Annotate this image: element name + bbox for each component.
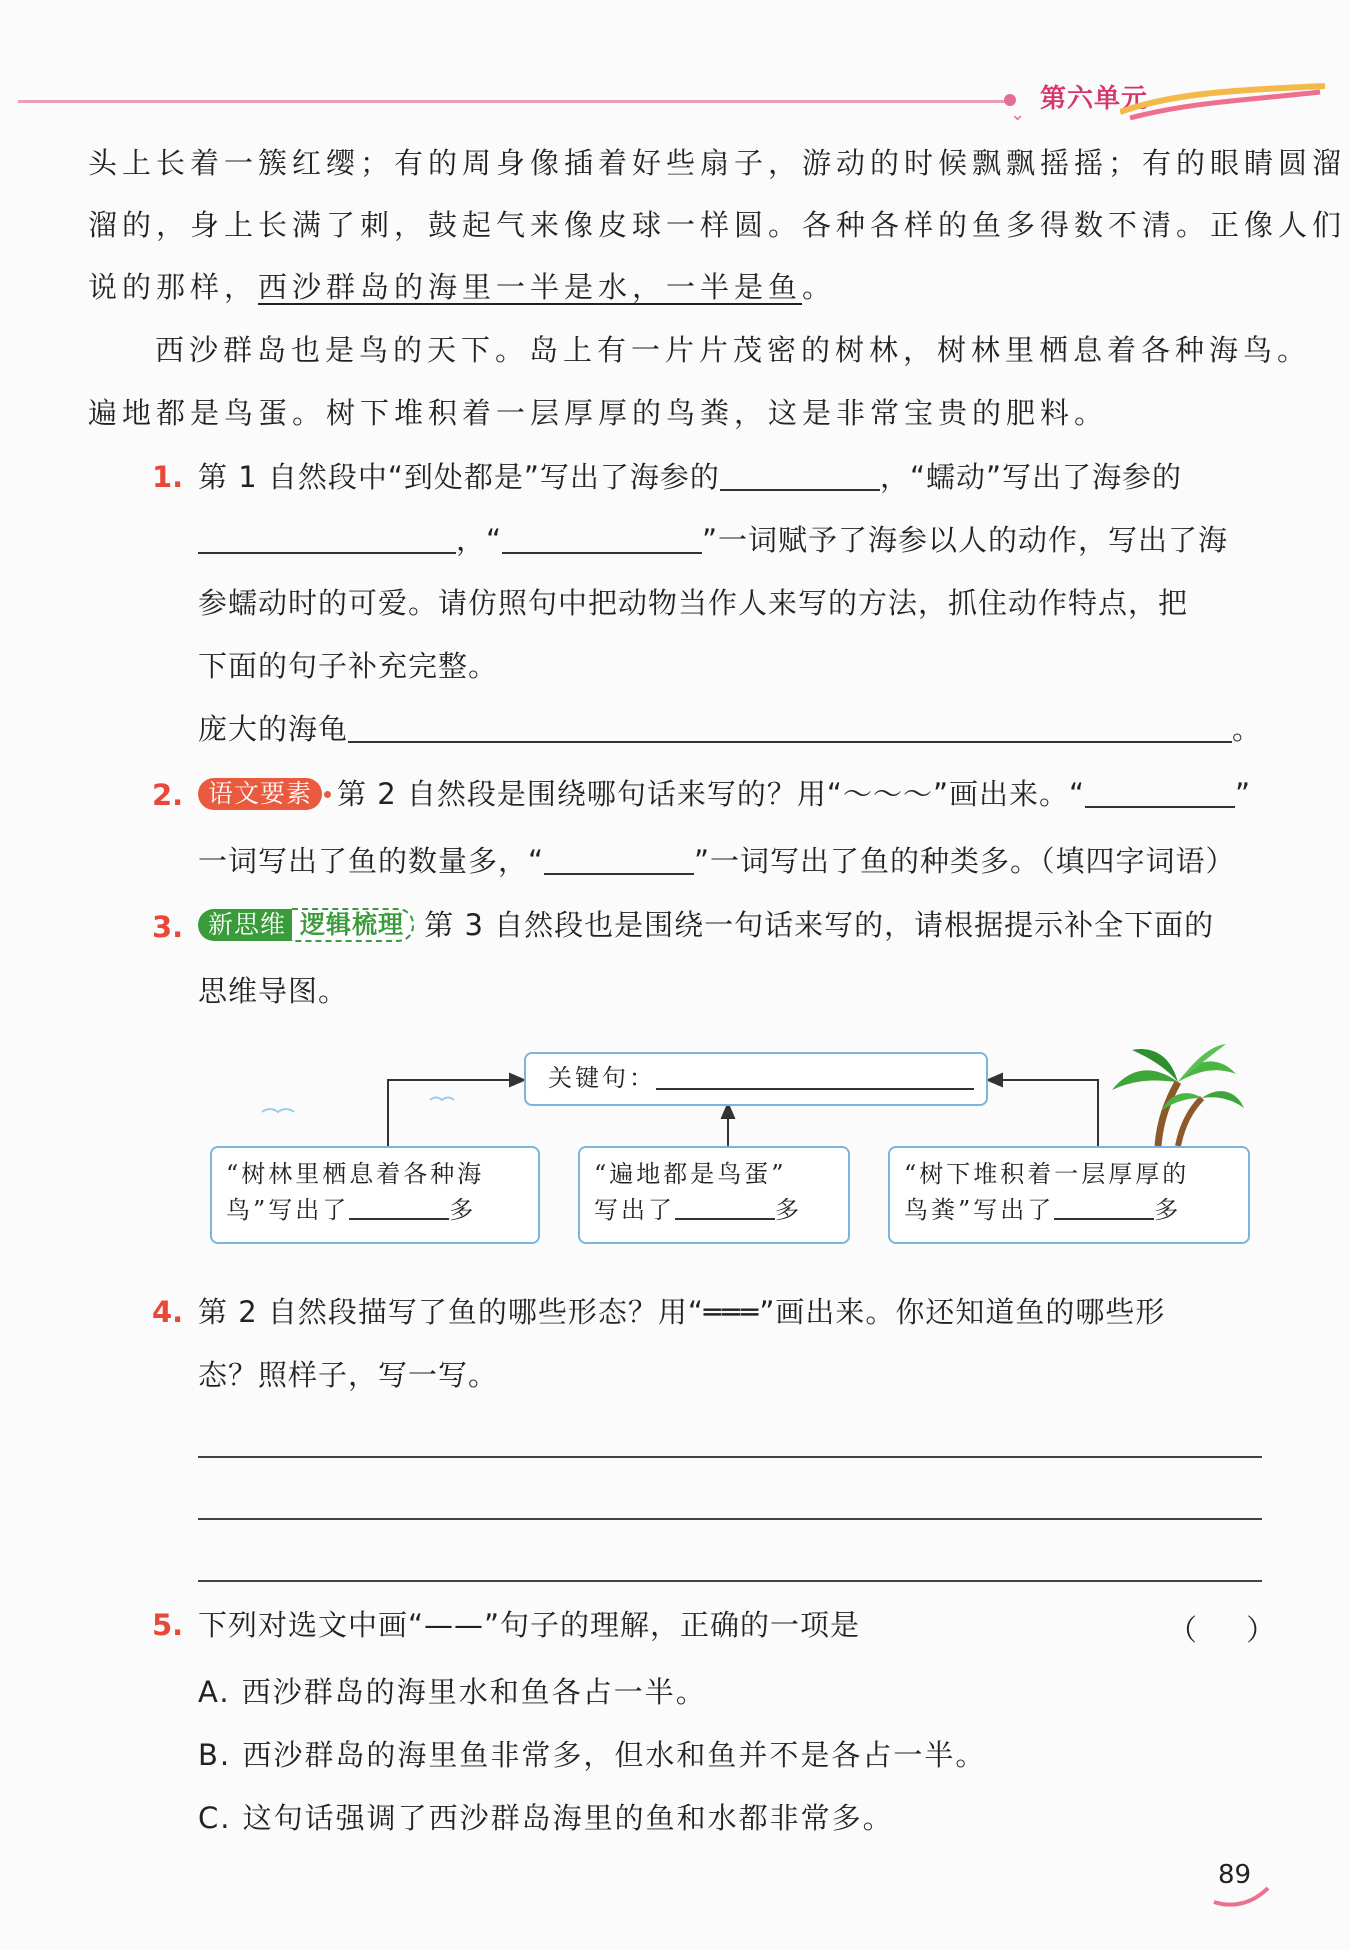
mind-map-box-1 — [210, 1146, 540, 1244]
box-text: 多 — [1154, 1196, 1182, 1224]
question-number: 1. — [152, 460, 184, 494]
q2-text: ”画出来。“ — [932, 777, 1086, 811]
mind-map-box-3 — [888, 1146, 1250, 1244]
box-text: 鸟”写出了 — [226, 1196, 350, 1224]
box-text-line — [904, 1192, 1234, 1228]
q4-line-2: 态？照样子，写一写。 — [198, 1358, 499, 1392]
q2-text: 第 2 自然段是围绕哪句话来写的？用“ — [337, 777, 843, 811]
passage-line-5: 遍地都是鸟蛋。树下堆积着一层厚厚的鸟粪，这是非常宝贵的肥料。 — [88, 396, 1109, 430]
passage-text: 。 — [802, 270, 837, 304]
q3-line-2: 思维导图。 — [198, 974, 349, 1008]
q4-text: 第 2 自然段描写了鱼的哪些形态？用“ — [198, 1295, 704, 1329]
palm-tree-icon — [1112, 1044, 1244, 1146]
q3-text: 第 3 自然段也是围绕一句话来写的，请根据提示补全下面的 — [424, 908, 1215, 942]
q1-text: ，“ — [456, 523, 503, 557]
question-number: 3. — [152, 910, 184, 944]
passage-text: 说的那样， — [88, 270, 259, 304]
box-text-line — [594, 1192, 834, 1228]
q1-line-3: 参蠕动时的可爱。请仿照句中把动物当作人来写的方法，抓住动作特点，把 — [198, 586, 1189, 620]
chevron-down-icon: ⌄ — [1010, 104, 1026, 125]
box-text: 鸟粪”写出了 — [904, 1196, 1055, 1224]
tag-badge: 新思维 — [198, 909, 292, 941]
option-a[interactable]: A. 西沙群岛的海里水和鱼各占一半。 — [198, 1675, 707, 1709]
q4-line-1 — [198, 1295, 1165, 1330]
tag-badge: 语文要素 — [198, 778, 322, 810]
q1-text: ，“蠕动”写出了海参的 — [879, 460, 1182, 494]
writing-line[interactable] — [198, 1456, 1262, 1458]
box-text: “树林里栖息着各种海 — [226, 1160, 485, 1188]
writing-line[interactable] — [198, 1518, 1262, 1520]
box-text: 多 — [775, 1196, 802, 1224]
answer-blank[interactable] — [1054, 1196, 1154, 1220]
answer-blank[interactable] — [675, 1196, 775, 1220]
q1-text: 庞大的海龟 — [198, 712, 349, 746]
box-text-line — [226, 1192, 524, 1228]
unit-title: 第六单元 — [1040, 84, 1149, 114]
writing-line[interactable] — [198, 1580, 1262, 1582]
q1-text: ”一词赋予了海参以人的动作，写出了海 — [702, 523, 1229, 557]
passage-line-1: 头上长着一簇红缨；有的周身像插着好些扇子，游动的时候飘飘摇摇；有的眼睛圆溜 — [88, 146, 1347, 180]
question-number: 5. — [152, 1608, 184, 1642]
key-sentence-label: 关键句： — [548, 1064, 656, 1092]
bird-icon — [262, 1098, 454, 1113]
option-b[interactable]: B. 西沙群岛的海里鱼非常多，但水和鱼并不是各占一半。 — [198, 1738, 987, 1772]
q1-text: 。 — [1232, 712, 1263, 746]
q4-text: ”画出来。你还知道鱼的哪些形 — [759, 1295, 1166, 1329]
answer-blank[interactable] — [349, 1196, 449, 1220]
passage-line-2: 溜的，身上长满了刺，鼓起气来像皮球一样圆。各种各样的鱼多得数不清。正像人们 — [88, 208, 1347, 242]
option-c[interactable]: C. 这句话强调了西沙群岛海里的鱼和水都非常多。 — [198, 1801, 894, 1835]
tag-badge: 逻辑梳理 — [292, 908, 414, 942]
box-text: 多 — [449, 1196, 477, 1224]
question-number: 2. — [152, 778, 184, 812]
wavy-mark: ～～～ — [842, 777, 933, 811]
q5-line-1: 下列对选文中画“——”句子的理解，正确的一项是 — [198, 1608, 861, 1642]
underlined-sentence: 西沙群岛的海里一半是水，一半是鱼 — [258, 270, 803, 304]
passage-line-4: 西沙群岛也是鸟的天下。岛上有一片片茂密的树林，树林里栖息着各种海鸟。 — [155, 333, 1312, 367]
answer-blank[interactable] — [656, 1064, 974, 1090]
double-line-mark: ═══ — [703, 1295, 760, 1329]
question-number: 4. — [152, 1295, 184, 1329]
q1-line-4: 下面的句子补充完整。 — [198, 649, 499, 683]
box-text: “树下堆积着一层厚厚的 — [904, 1160, 1190, 1188]
q2-text: ”一词写出了鱼的种类多。（填四字词语） — [694, 844, 1236, 878]
box-text: “遍地都是鸟蛋” — [594, 1160, 787, 1188]
q2-text: 一词写出了鱼的数量多，“ — [198, 844, 545, 878]
page-swoosh-icon — [1212, 1884, 1272, 1908]
page-number: 89 — [1218, 1860, 1252, 1890]
q2-text: ” — [1235, 777, 1252, 811]
mind-map-box-2 — [578, 1146, 850, 1244]
key-sentence-box — [524, 1052, 988, 1106]
box-text: 写出了 — [594, 1196, 675, 1224]
answer-parentheses[interactable]: （ ） — [1168, 1613, 1276, 1647]
q1-text: 第 1 自然段中“到处都是”写出了海参的 — [198, 460, 720, 494]
